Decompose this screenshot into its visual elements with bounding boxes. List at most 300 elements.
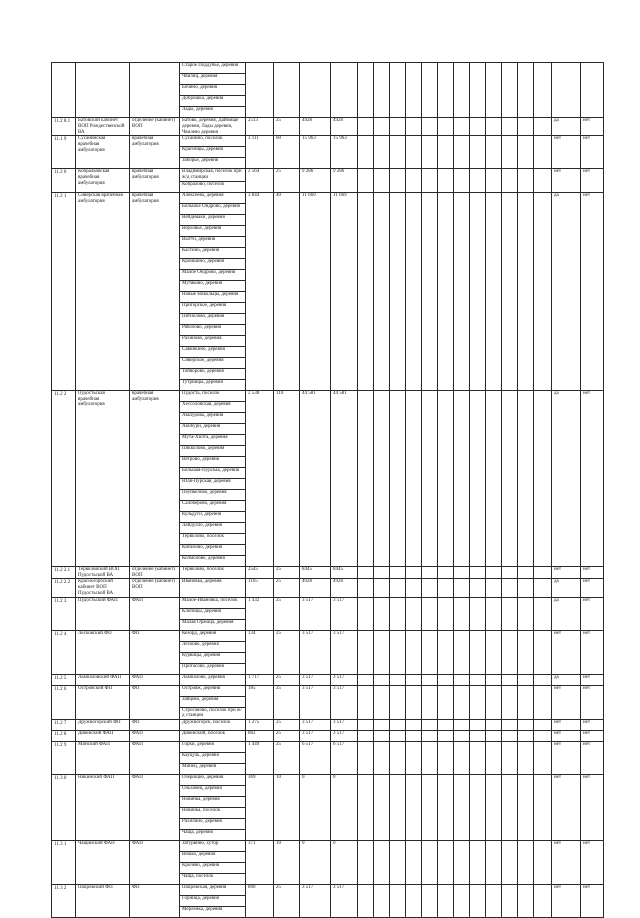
row-number-cell: 11.3 1 xyxy=(52,841,76,885)
facility-name-cell: Кобралковская врачебная амбулатория xyxy=(76,169,130,193)
settlement-cell: Кауцуль, деревня xyxy=(180,753,246,764)
facility-type-cell: ФАП xyxy=(130,597,180,630)
settlement-cell: Сиверское, деревня xyxy=(180,357,246,368)
value-cell: 3 517 xyxy=(331,885,358,918)
empty-cell xyxy=(454,192,470,390)
empty-cell xyxy=(358,775,374,841)
empty-cell xyxy=(502,775,518,841)
empty-cell xyxy=(470,597,486,630)
empty-cell xyxy=(358,742,374,775)
empty-cell xyxy=(486,674,502,685)
empty-cell xyxy=(358,597,374,630)
empty-cell xyxy=(406,885,422,918)
empty-cell xyxy=(438,566,454,579)
value-cell: 3 517 xyxy=(331,674,358,685)
yes-no-cell: да xyxy=(552,597,581,630)
settlement-cell: Доброшка, деревня xyxy=(180,96,246,107)
empty-cell xyxy=(422,775,438,841)
empty-cell xyxy=(438,742,454,775)
empty-cell xyxy=(534,192,552,390)
empty-cell xyxy=(422,579,438,597)
yes-no-cell: нет xyxy=(581,885,604,918)
settlement-cell: Большая-Пурскаа, деревня xyxy=(180,467,246,478)
empty-cell xyxy=(502,169,518,193)
table-row xyxy=(52,685,604,696)
population-cell: 3 844 xyxy=(246,192,274,390)
empty-cell xyxy=(358,630,374,674)
yes-no-cell: нет xyxy=(581,841,604,885)
empty-cell xyxy=(406,630,422,674)
empty-cell xyxy=(454,775,470,841)
facility-type-cell: ФАП xyxy=(130,674,180,685)
value-cell: 3 517 xyxy=(331,630,358,674)
settlement-cell: Салоберово, деревня xyxy=(180,500,246,511)
empty-cell xyxy=(470,731,486,742)
row-number-cell: 11.1 9 xyxy=(52,136,76,169)
yes-no-cell: нет xyxy=(581,720,604,731)
facility-name-cell: Никинский ФАП xyxy=(76,775,130,841)
empty-cell xyxy=(534,63,552,118)
table-row xyxy=(52,720,604,731)
empty-cell xyxy=(390,742,406,775)
value-cell: 0 xyxy=(331,841,358,885)
yes-no-cell xyxy=(581,63,604,118)
empty-cell xyxy=(518,841,534,885)
population-cell xyxy=(246,63,274,118)
empty-cell xyxy=(406,674,422,685)
table-row xyxy=(52,731,604,742)
settlement-cell: Ольховец, деревня xyxy=(180,786,246,797)
yes-no-cell: да xyxy=(552,674,581,685)
settlement-cell: Алексеево, деревня xyxy=(180,192,246,203)
empty-cell xyxy=(518,597,534,630)
value-cell: 9 286 xyxy=(331,169,358,193)
value-cell: 0 xyxy=(331,775,358,841)
empty-cell xyxy=(518,136,534,169)
empty-cell xyxy=(406,169,422,193)
row-number-cell: 11.2 7 xyxy=(52,720,76,731)
yes-no-cell: да xyxy=(552,192,581,390)
empty-cell xyxy=(438,136,454,169)
empty-cell xyxy=(390,597,406,630)
facility-type-cell: ФАП xyxy=(130,841,180,885)
row-number-cell: 11.2 4 xyxy=(52,630,76,674)
settlement-cell: Озерищно, деревня xyxy=(180,775,246,786)
empty-cell xyxy=(518,885,534,918)
settlement-cell: Чаща, деревня xyxy=(180,830,246,841)
value-cell: 40 xyxy=(274,192,300,390)
row-number-cell: 11.2 1 xyxy=(52,192,76,390)
empty-cell xyxy=(502,597,518,630)
empty-cell xyxy=(422,390,438,566)
value-cell: 110 xyxy=(274,390,300,566)
facility-name-cell: Островский ФП xyxy=(76,685,130,720)
value-cell: 15 963 xyxy=(300,136,331,169)
population-cell: 1165 xyxy=(246,579,274,597)
value-cell: 15 963 xyxy=(331,136,358,169)
empty-cell xyxy=(358,192,374,390)
value-cell: 3 517 xyxy=(331,731,358,742)
empty-cell xyxy=(486,841,502,885)
settlement-cell: Пикколово, деревня xyxy=(180,445,246,456)
settlement-cell: Дивенский, поселок xyxy=(180,731,246,742)
empty-cell xyxy=(502,566,518,579)
empty-cell xyxy=(374,192,390,390)
empty-cell xyxy=(534,597,552,630)
table-row xyxy=(52,841,604,852)
empty-cell xyxy=(374,390,390,566)
empty-cell xyxy=(502,118,518,136)
facility-name-cell: Сиверская врачебная амбулатория xyxy=(76,192,130,390)
yes-no-cell: нет xyxy=(552,566,581,579)
settlement-cell: Затурвино, хутор xyxy=(180,841,246,852)
settlement-cell: Вешко, деревня xyxy=(180,852,246,863)
yes-no-cell: нет xyxy=(552,720,581,731)
value-cell: 3 517 xyxy=(300,731,331,742)
settlement-cell: Кипелово, деревня xyxy=(180,544,246,555)
empty-cell xyxy=(390,579,406,597)
table-row xyxy=(52,630,604,641)
value-cell: 25 xyxy=(274,674,300,685)
table-row xyxy=(52,597,604,608)
settlement-cell: Тойворово, деревня xyxy=(180,368,246,379)
settlement-cell: Клопицы, деревня xyxy=(180,608,246,619)
facility-type-cell: отделение (кабинет) ВОП xyxy=(130,118,180,136)
empty-cell xyxy=(534,720,552,731)
empty-cell xyxy=(470,720,486,731)
empty-cell xyxy=(534,566,552,579)
empty-cell xyxy=(422,720,438,731)
empty-cell xyxy=(486,775,502,841)
settlement-cell: Лайдулло, деревня xyxy=(180,522,246,533)
settlement-cell: Чвилиц, деревня xyxy=(180,74,246,85)
empty-cell xyxy=(422,731,438,742)
empty-cell xyxy=(406,118,422,136)
empty-cell xyxy=(454,118,470,136)
settlement-cell: Зайцево, деревня xyxy=(180,696,246,707)
value-cell: 3 517 xyxy=(300,685,331,720)
settlement-cell: Сусанино, поселок xyxy=(180,136,246,147)
empty-cell xyxy=(374,742,390,775)
empty-cell xyxy=(518,566,534,579)
facility-name-cell: Чащинский ФАП xyxy=(76,841,130,885)
empty-cell xyxy=(470,566,486,579)
population-cell: 134 xyxy=(246,630,274,674)
empty-cell xyxy=(358,885,374,918)
settlement-cell: Дружногорск, поселок xyxy=(180,720,246,731)
settlement-cell: Кроншино, деревня xyxy=(180,258,246,269)
empty-cell xyxy=(486,742,502,775)
empty-cell xyxy=(390,841,406,885)
empty-cell xyxy=(406,775,422,841)
empty-cell xyxy=(438,674,454,685)
settlement-cell: Кульдуги, деревня xyxy=(180,511,246,522)
empty-cell xyxy=(390,63,406,118)
facility-type-cell: отделение (кабинет) ВОП xyxy=(130,579,180,597)
empty-cell xyxy=(502,136,518,169)
empty-cell xyxy=(534,630,552,674)
empty-cell xyxy=(438,731,454,742)
empty-cell xyxy=(358,390,374,566)
yes-no-cell: нет xyxy=(581,192,604,390)
empty-cell xyxy=(518,731,534,742)
value-cell: 0 xyxy=(300,775,331,841)
settlement-cell: Новинка, деревня xyxy=(180,797,246,808)
empty-cell xyxy=(358,720,374,731)
empty-cell xyxy=(486,192,502,390)
settlement-cell: Заборье, деревня xyxy=(180,158,246,169)
empty-cell xyxy=(438,192,454,390)
empty-cell xyxy=(358,136,374,169)
empty-cell xyxy=(374,630,390,674)
value-cell: 3 517 xyxy=(331,685,358,720)
settlement-cell: Рахилино, деревня xyxy=(180,819,246,830)
empty-cell xyxy=(470,775,486,841)
settlement-cell: Юля-Пурская, деревня xyxy=(180,478,246,489)
value-cell: 4928 xyxy=(331,579,358,597)
empty-cell xyxy=(502,841,518,885)
empty-cell xyxy=(534,579,552,597)
table-row xyxy=(52,118,604,136)
empty-cell xyxy=(502,674,518,685)
empty-cell xyxy=(454,731,470,742)
empty-cell xyxy=(390,390,406,566)
value-cell: 11 669 xyxy=(331,192,358,390)
value-cell: 3 517 xyxy=(300,720,331,731)
settlement-cell: Мута-Хилта, деревня xyxy=(180,434,246,445)
settlement-cell: Большое Ондрово, деревня xyxy=(180,203,246,214)
facility-name-cell: Лесковский ФП xyxy=(76,630,130,674)
value-cell: 6 517 xyxy=(331,742,358,775)
empty-cell xyxy=(534,742,552,775)
empty-cell xyxy=(534,118,552,136)
empty-cell xyxy=(358,841,374,885)
row-number-cell: 11.2 8 xyxy=(52,731,76,742)
empty-cell xyxy=(502,742,518,775)
facility-type-cell: врачебная амбулатория xyxy=(130,390,180,566)
empty-cell xyxy=(518,169,534,193)
yes-no-cell: нет xyxy=(581,169,604,193)
row-number-cell xyxy=(52,63,76,118)
yes-no-cell: нет xyxy=(581,390,604,566)
empty-cell xyxy=(518,390,534,566)
settlement-cell: Старое Поддубье, деревня xyxy=(180,63,246,74)
empty-cell xyxy=(518,192,534,390)
empty-cell xyxy=(486,390,502,566)
settlement-cell: Малое-Ивановка, поселок xyxy=(180,597,246,608)
facility-type-cell xyxy=(130,63,180,118)
empty-cell xyxy=(534,885,552,918)
settlement-cell: Терволово, поселок xyxy=(180,566,246,579)
value-cell: 25 xyxy=(274,118,300,136)
empty-cell xyxy=(422,136,438,169)
value-cell: 25 xyxy=(274,597,300,630)
empty-cell xyxy=(374,731,390,742)
empty-cell xyxy=(358,566,374,579)
facility-name-cell: Терволовский ВОП Пудостьской ВА xyxy=(76,566,130,579)
empty-cell xyxy=(406,841,422,885)
population-cell: 1 717 xyxy=(246,674,274,685)
settlement-cell: Строганово, поселок при ж/д станции xyxy=(180,707,246,720)
facility-type-cell: ФП xyxy=(130,630,180,674)
empty-cell xyxy=(422,597,438,630)
settlement-cell: Островж, деревня xyxy=(180,685,246,696)
facilities-table xyxy=(51,62,604,918)
empty-cell xyxy=(374,136,390,169)
value-cell: 25 xyxy=(274,720,300,731)
population-cell: 3 111 xyxy=(246,136,274,169)
empty-cell xyxy=(470,192,486,390)
yes-no-cell: нет xyxy=(581,674,604,685)
settlement-cell: Покровская, деревня xyxy=(180,885,246,896)
empty-cell xyxy=(454,742,470,775)
population-cell: 369 xyxy=(246,775,274,841)
empty-cell xyxy=(470,630,486,674)
empty-cell xyxy=(406,192,422,390)
empty-cell xyxy=(390,169,406,193)
facility-type-cell: врачебная амбулатория xyxy=(130,192,180,390)
empty-cell xyxy=(358,169,374,193)
empty-cell xyxy=(406,742,422,775)
value-cell xyxy=(331,63,358,118)
empty-cell xyxy=(470,136,486,169)
empty-cell xyxy=(406,63,422,118)
population-cell: 1 449 xyxy=(246,742,274,775)
settlement-cell: Тутрницы, деревня xyxy=(180,379,246,390)
value-cell: 25 xyxy=(274,566,300,579)
empty-cell xyxy=(518,118,534,136)
empty-cell xyxy=(374,566,390,579)
settlement-cell: Владимирская, поселок при ж/д станции xyxy=(180,169,246,182)
facility-name-cell: Дружногорский ФП xyxy=(76,720,130,731)
row-number-cell: 11.2 2.1 xyxy=(52,566,76,579)
population-cell: 185 xyxy=(246,685,274,720)
settlement-cell: Кезорд, деревня xyxy=(180,630,246,641)
settlement-cell: Кобралово, поселок xyxy=(180,181,246,192)
yes-no-cell: нет xyxy=(581,118,604,136)
empty-cell xyxy=(534,674,552,685)
empty-cell xyxy=(454,885,470,918)
population-cell: 371 xyxy=(246,841,274,885)
empty-cell xyxy=(454,136,470,169)
empty-cell xyxy=(502,390,518,566)
empty-cell xyxy=(422,685,438,720)
value-cell: 9 286 xyxy=(300,169,331,193)
yes-no-cell: нет xyxy=(552,885,581,918)
empty-cell xyxy=(486,630,502,674)
empty-cell xyxy=(374,118,390,136)
empty-cell xyxy=(406,390,422,566)
table-row xyxy=(52,390,604,401)
settlement-cell: Кастино, деревня xyxy=(180,247,246,258)
empty-cell xyxy=(454,169,470,193)
empty-cell xyxy=(390,685,406,720)
table-row xyxy=(52,579,604,597)
settlement-cell: Савинкино, деревня xyxy=(180,346,246,357)
empty-cell xyxy=(454,390,470,566)
empty-cell xyxy=(534,136,552,169)
settlement-cell: Мутяково, деревня xyxy=(180,280,246,291)
empty-cell xyxy=(422,841,438,885)
settlement-cell: Ветрово, деревня xyxy=(180,456,246,467)
empty-cell xyxy=(518,63,534,118)
settlement-cell: Пригорское, деревня xyxy=(180,302,246,313)
empty-cell xyxy=(486,885,502,918)
population-cell: 2 564 xyxy=(246,169,274,193)
empty-cell xyxy=(422,118,438,136)
empty-cell xyxy=(390,731,406,742)
yes-no-cell: нет xyxy=(581,685,604,720)
settlement-cell: Горки, деревня xyxy=(180,742,246,753)
settlement-cell: Батово, деревня, Даймище деревня, Лады деревня, Чвилево деревня xyxy=(180,118,246,136)
empty-cell xyxy=(502,192,518,390)
value-cell: 4928 xyxy=(300,579,331,597)
value-cell: 6 517 xyxy=(300,742,331,775)
empty-cell xyxy=(454,579,470,597)
empty-cell xyxy=(422,885,438,918)
empty-cell xyxy=(406,579,422,597)
yes-no-cell: нет xyxy=(552,775,581,841)
empty-cell xyxy=(470,841,486,885)
empty-cell xyxy=(502,720,518,731)
empty-cell xyxy=(422,63,438,118)
value-cell xyxy=(274,63,300,118)
empty-cell xyxy=(438,118,454,136)
yes-no-cell xyxy=(552,63,581,118)
settlement-cell: Новые Никольцы, деревня xyxy=(180,291,246,302)
value-cell: 44 581 xyxy=(300,390,331,566)
empty-cell xyxy=(486,136,502,169)
yes-no-cell: да xyxy=(552,118,581,136)
empty-cell xyxy=(374,674,390,685)
empty-cell xyxy=(534,390,552,566)
value-cell: 25 xyxy=(274,169,300,193)
empty-cell xyxy=(358,731,374,742)
empty-cell xyxy=(470,169,486,193)
population-cell: 882 xyxy=(246,731,274,742)
facility-type-cell: врачебная амбулатория xyxy=(130,169,180,193)
settlement-cell: Пудость, поселок xyxy=(180,390,246,401)
empty-cell xyxy=(358,579,374,597)
facility-type-cell: отделение (кабинет) ВОП xyxy=(130,566,180,579)
table-row xyxy=(52,566,604,579)
empty-cell xyxy=(390,885,406,918)
settlement-cell: Новинка, поселок xyxy=(180,808,246,819)
empty-cell xyxy=(438,685,454,720)
table-row xyxy=(52,775,604,786)
settlement-cell: Кролево, деревня xyxy=(180,863,246,874)
table-row xyxy=(52,192,604,203)
settlement-cell: Ивановка, деревня xyxy=(180,579,246,597)
settlement-cell: Чаща, поселок xyxy=(180,874,246,885)
empty-cell xyxy=(390,630,406,674)
population-cell: 1 275 xyxy=(246,720,274,731)
value-cell: 3 517 xyxy=(300,885,331,918)
empty-cell xyxy=(438,597,454,630)
settlement-cell: Пятнолово, деревня xyxy=(180,313,246,324)
empty-cell xyxy=(406,720,422,731)
settlement-cell: Терволово, поселок xyxy=(180,533,246,544)
value-cell: 0 xyxy=(300,841,331,885)
empty-cell xyxy=(470,118,486,136)
row-number-cell: 11.2 5 xyxy=(52,674,76,685)
empty-cell xyxy=(502,885,518,918)
empty-cell xyxy=(422,169,438,193)
empty-cell xyxy=(406,566,422,579)
empty-cell xyxy=(518,742,534,775)
empty-cell xyxy=(454,630,470,674)
facility-type-cell: ФП xyxy=(130,720,180,731)
